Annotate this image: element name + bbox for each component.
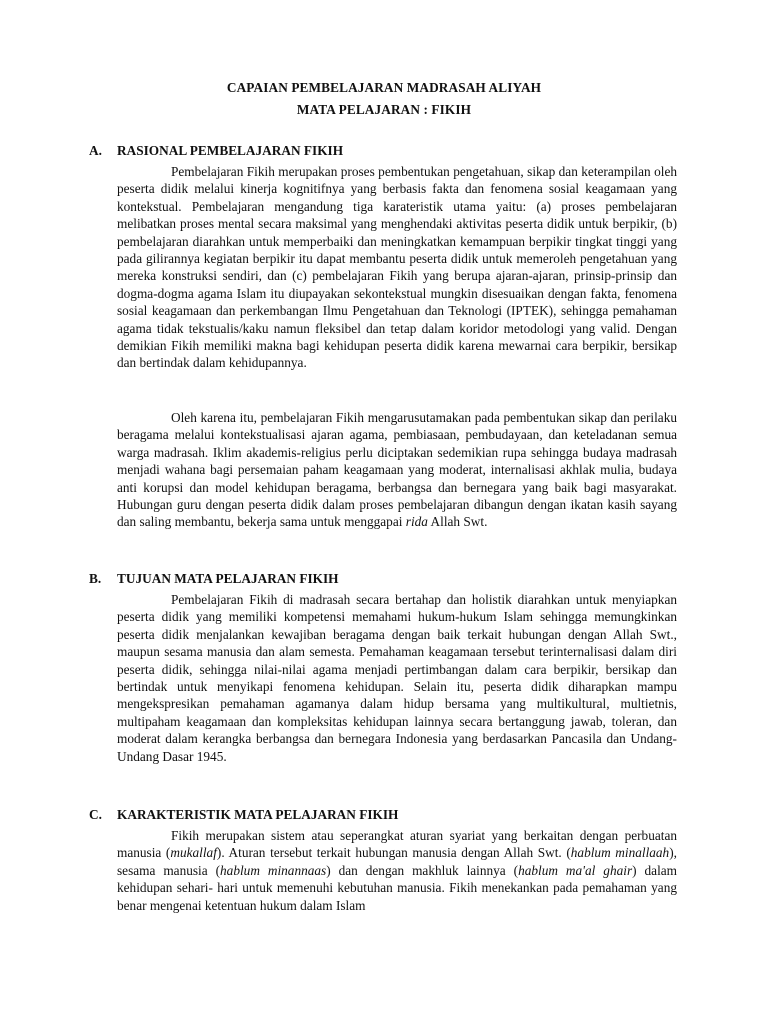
section-c-text-3: ), sesama manusia (	[117, 845, 677, 878]
section-a-p2-italic: rida	[405, 514, 428, 530]
document-title: CAPAIAN PEMBELAJARAN MADRASAH ALIYAH	[226, 80, 542, 95]
section-b-heading	[89, 571, 339, 587]
section-a-paragraph-2	[117, 409, 677, 531]
section-c-title: KARAKTERISTIK MATA PELAJARAN FIKIH	[117, 807, 399, 822]
section-c-italic-2: hablum minallaah	[570, 845, 670, 861]
section-c-text-5: ) dalam kehidupan sehari- hari untuk memenuhi kebutuhan manusia. Fikih menekankan pada pemahaman yang benar mengenai ketentuan hukum dalam Islam	[117, 862, 678, 913]
section-c-paragraph-1	[117, 827, 677, 914]
section-a-heading	[89, 143, 343, 159]
document-subtitle: MATA PELAJARAN : FIKIH	[296, 102, 472, 117]
section-a-letter: A.	[89, 143, 102, 158]
section-c-text-2: ). Aturan tersebut terkait hubungan manusia dengan Allah Swt. (	[216, 845, 571, 861]
section-c-italic-3: hablum minannaas	[220, 862, 327, 878]
section-c-letter: C.	[89, 807, 102, 822]
section-a-paragraph-1: Pembelajaran Fikih merupakan proses pembentukan pengetahuan, sikap dan keterampilan oleh peserta didik melalui kinerja kognitifnya yang berbasis fakta dan fenomena sosial keagamaan yang kontekstual. Pembelajaran mengandung tiga karateristik utama yaitu: (a) proses pembelajaran melibatkan proses mental secara maksimal yang menghendaki aktivitas peserta didik untuk berpikir, (b) pembelajaran diarahkan untuk memperbaiki dan meningkatkan kemampuan berpikir tingkat tinggi yang pada gilirannya kegiatan berpikir itu dapat membantu peserta didik untuk memeroleh pengetahuan yang mereka konstruksi sendiri, dan (c) pembelajaran Fikih yang berupa ajaran-ajaran, prinsip-prinsip dan dogma-dogma agama Islam itu diupayakan sekontekstual mungkin disesuaikan dengan fakta, fenomena sosial keagamaan dan perkembangan Ilmu Pengetahuan dan Teknologi (IPTEK), sehingga pemahaman agama tidak tekstualis/kaku namun fleksibel dan tetap dalam koridor metodologi yang valid. Dengan demikian Fikih memiliki makna bagi kehidupan peserta didik karena mewarnai cara berpikir, bersikap dan bertindak dalam kehidupannya.	[117, 164, 677, 371]
section-b-paragraph-1: Pembelajaran Fikih di madrasah secara bertahap dan holistik diarahkan untuk menyiapkan peserta didik yang memiliki kompetensi memahami hukum-hukum Islam sehingga memungkinkan peserta didik menjalankan kewajiban beragama dengan baik terkait hubungan dengan Allah Swt., maupun sesama manusia dan alam semesta. Pemahaman keagamaan tersebut terinternalisasi dalam diri peserta didik, sehingga nilai-nilai agama menjadi pertimbangan dalam cara berpikir, bersikap dan bertindak untuk menyikapi fenomena kehidupan. Selain itu, peserta didik diharapkan mampu mengekspresikan pemahaman agamanya dalam hidup bersama yang multikultural, multietnis, multipaham keagamaan dan kompleksitas kehidupan lainnya secara bertanggung jawab, toleran, dan moderat dalam kerangka berbangsa dan bernegara Indonesia yang berdasarkan Pancasila dan Undang-Undang Dasar 1945.	[117, 592, 677, 764]
section-b-title: TUJUAN MATA PELAJARAN FIKIH	[117, 571, 339, 586]
section-a-p2-text: Oleh karena itu, pembelajaran Fikih mengarusutamakan pada pembentukan sikap dan perilaku beragama melalui kontekstualisasi ajaran agama, pembiasaan, pembudayaan, dan keteladanan semua warga madrasah. Iklim akademis-religius perlu diciptakan sedemikian rupa sehingga budaya madrasah menjadi wahana bagi persemaian paham keagamaan yang moderat, internalisasi akhlak mulia, budaya anti korupsi dan model kehidupan beragama, berbangsa dan bernegara yang baik bagi masyarakat. Hubungan guru dengan peserta didik dalam proses pembelajaran dibangun dengan ikatan kasih sayang dan saling membantu, bekerja sama untuk menggapai	[117, 410, 677, 530]
section-c-heading	[89, 807, 398, 823]
section-c-text-4: ) dan dengan makhluk lainnya (	[326, 862, 519, 878]
section-a-title: RASIONAL PEMBELAJARAN FIKIH	[117, 143, 344, 158]
section-b-letter: B.	[89, 571, 102, 586]
section-a-p2-end: Allah Swt.	[427, 514, 488, 530]
section-c-italic-4: hablum ma'al ghair	[518, 862, 633, 878]
section-c-italic-1: mukallaf	[170, 845, 217, 861]
section-c-text-1: Fikih merupakan sistem atau seperangkat aturan syariat yang berkaitan dengan perbuatan manusia (	[117, 828, 677, 861]
